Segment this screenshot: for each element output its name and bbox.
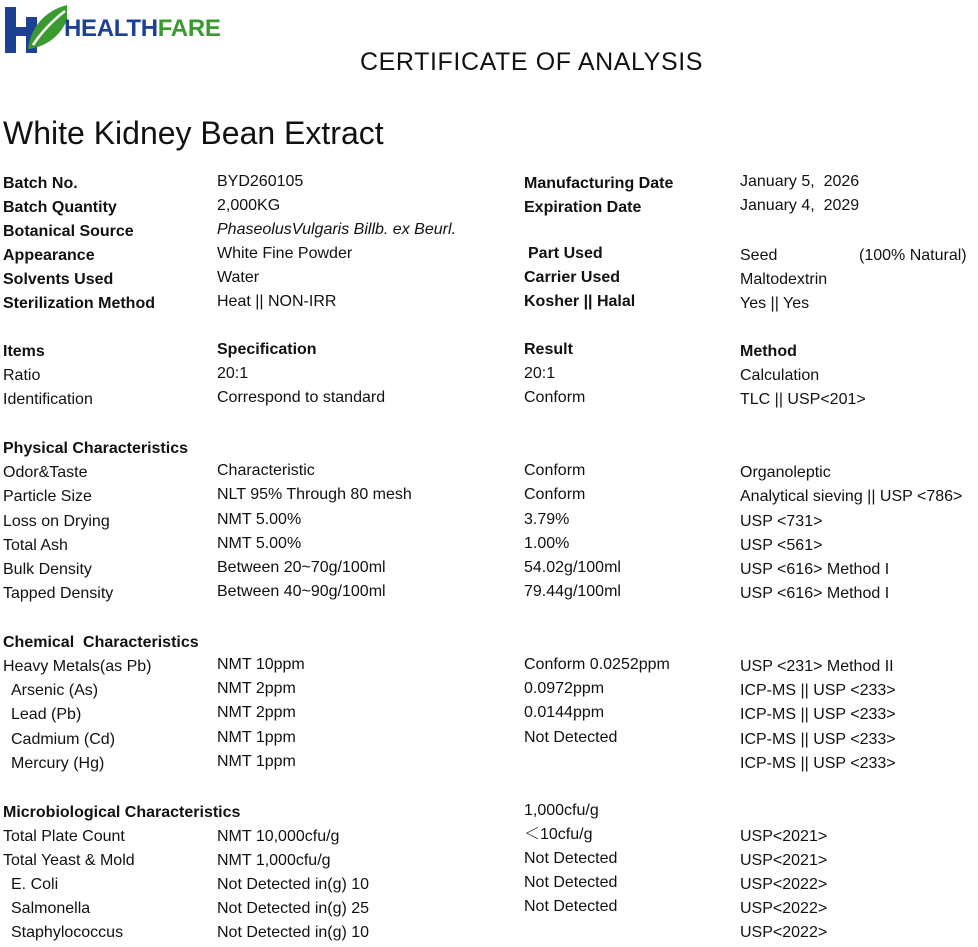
item-result: Not Detected bbox=[524, 850, 618, 867]
table-row bbox=[0, 704, 978, 729]
item-result: 20:1 bbox=[524, 365, 556, 382]
table-row bbox=[0, 462, 978, 487]
part-used-note: (100% Natural) bbox=[859, 247, 967, 264]
item-result: 54.02g/100ml bbox=[524, 559, 621, 576]
header-method: Method bbox=[740, 343, 797, 360]
part-used-value: Seed bbox=[740, 247, 778, 264]
microbiological-heading-result: 1,000cfu/g bbox=[524, 802, 599, 819]
item-spec: Characteristic bbox=[217, 462, 315, 479]
item-result: Conform bbox=[524, 462, 586, 479]
item-spec: NLT 95% Through 80 mesh bbox=[217, 486, 412, 503]
item-spec: Not Detected in(g) 10 bbox=[217, 924, 370, 941]
info-row-sterilization bbox=[0, 293, 978, 318]
manufacturing-date-value: January 5, 2026 bbox=[740, 173, 860, 190]
item-spec: NMT 1,000cfu/g bbox=[217, 852, 331, 869]
table-header-row bbox=[0, 341, 978, 366]
item-spec: NMT 2ppm bbox=[217, 704, 296, 721]
item-name: Bulk Density bbox=[3, 561, 92, 578]
appearance-label: Appearance bbox=[3, 247, 95, 264]
healthfare-logo-icon bbox=[5, 3, 67, 55]
solvents-used-value: Water bbox=[217, 269, 260, 286]
table-row bbox=[0, 389, 978, 414]
item-method: TLC || USP<201> bbox=[740, 391, 866, 408]
item-result: Conform bbox=[524, 486, 586, 503]
product-name: White Kidney Bean Extract bbox=[3, 115, 384, 151]
section-heading-chemical bbox=[0, 635, 978, 657]
item-name: Arsenic (As) bbox=[11, 682, 99, 699]
item-name: Cadmium (Cd) bbox=[11, 731, 116, 748]
item-name: Lead (Pb) bbox=[11, 706, 82, 723]
item-method: USP<2021> bbox=[740, 828, 828, 845]
physical-heading: Physical Characteristics bbox=[3, 440, 188, 457]
table-row bbox=[0, 729, 978, 754]
table-row bbox=[0, 874, 978, 899]
item-name: Particle Size bbox=[3, 488, 92, 505]
item-method: ICP-MS || USP <233> bbox=[740, 682, 896, 699]
table-row bbox=[0, 535, 978, 560]
section-heading-microbiological bbox=[0, 802, 978, 827]
item-method: Organoleptic bbox=[740, 464, 831, 481]
item-method: USP <616> Method I bbox=[740, 585, 890, 602]
item-result: ＜10cfu/g bbox=[524, 826, 593, 843]
table-row bbox=[0, 898, 978, 923]
item-result: 1.00% bbox=[524, 535, 570, 552]
item-spec: 20:1 bbox=[217, 365, 249, 382]
item-name: Ratio bbox=[3, 367, 41, 384]
item-spec: NMT 10,000cfu/g bbox=[217, 828, 340, 845]
item-name: Total Ash bbox=[3, 537, 68, 554]
item-name: Salmonella bbox=[11, 900, 91, 917]
expiration-date-label: Expiration Date bbox=[524, 199, 642, 216]
item-name: E. Coli bbox=[11, 876, 59, 893]
table-row bbox=[0, 486, 978, 511]
logo-wordmark bbox=[64, 17, 221, 41]
header-specification: Specification bbox=[217, 341, 317, 358]
item-spec: Not Detected in(g) 10 bbox=[217, 876, 370, 893]
solvents-used-label: Solvents Used bbox=[3, 271, 114, 288]
item-result: Not Detected bbox=[524, 729, 618, 746]
item-result: 79.44g/100ml bbox=[524, 583, 621, 600]
table-row bbox=[0, 511, 978, 536]
item-result: 3.79% bbox=[524, 511, 570, 528]
expiration-date-value: January 4, 2029 bbox=[740, 197, 860, 214]
item-spec: NMT 5.00% bbox=[217, 511, 302, 528]
item-method: ICP-MS || USP <233> bbox=[740, 706, 896, 723]
item-method: USP <231> Method II bbox=[740, 658, 894, 675]
carrier-used-label: Carrier Used bbox=[524, 269, 621, 286]
item-method: Calculation bbox=[740, 367, 820, 384]
item-spec: Between 20~70g/100ml bbox=[217, 559, 386, 576]
logo-wordmark-health: HEALTH bbox=[64, 15, 158, 42]
table-row bbox=[0, 925, 978, 947]
batch-quantity-value: 2,000KG bbox=[217, 197, 281, 214]
item-spec: NMT 10ppm bbox=[217, 656, 305, 673]
item-result: 0.0144ppm bbox=[524, 704, 605, 721]
table-row bbox=[0, 656, 978, 681]
table-row bbox=[0, 583, 978, 608]
kosher-halal-value: Yes || Yes bbox=[740, 295, 810, 312]
item-spec: Between 40~90g/100ml bbox=[217, 583, 386, 600]
info-row-solvents bbox=[0, 269, 978, 294]
item-spec: Correspond to standard bbox=[217, 389, 386, 406]
header-result: Result bbox=[524, 341, 573, 358]
table-row bbox=[0, 826, 978, 851]
table-row bbox=[0, 559, 978, 584]
batch-quantity-label: Batch Quantity bbox=[3, 199, 117, 216]
item-method: USP <731> bbox=[740, 513, 823, 530]
item-spec: NMT 2ppm bbox=[217, 680, 296, 697]
item-method: USP<2022> bbox=[740, 876, 828, 893]
company-logo bbox=[5, 3, 221, 55]
item-name: Identification bbox=[3, 391, 93, 408]
item-result: Conform bbox=[524, 389, 586, 406]
item-name: Mercury (Hg) bbox=[11, 755, 105, 772]
header-items: Items bbox=[3, 343, 45, 360]
item-method: USP<2022> bbox=[740, 900, 828, 917]
item-result: Conform 0.0252ppm bbox=[524, 656, 670, 673]
item-method: USP<2021> bbox=[740, 852, 828, 869]
part-used-label: Part Used bbox=[528, 245, 603, 262]
botanical-source-label: Botanical Source bbox=[3, 223, 134, 240]
info-row-batch bbox=[0, 173, 978, 198]
sterilization-method-value: Heat || NON-IRR bbox=[217, 293, 337, 310]
chemical-heading: Chemical Characteristics bbox=[3, 634, 199, 651]
item-name: Staphylococcus bbox=[11, 924, 124, 941]
item-method: USP <561> bbox=[740, 537, 823, 554]
item-name: Total Plate Count bbox=[3, 828, 125, 845]
item-name: Heavy Metals(as Pb) bbox=[3, 658, 152, 675]
item-method: USP<2022> bbox=[740, 924, 828, 941]
table-row bbox=[0, 753, 978, 778]
item-spec: NMT 5.00% bbox=[217, 535, 302, 552]
item-spec: NMT 1ppm bbox=[217, 753, 296, 770]
item-method: ICP-MS || USP <233> bbox=[740, 755, 896, 772]
item-result: Not Detected bbox=[524, 874, 618, 891]
info-row-appearance bbox=[0, 245, 978, 270]
table-row bbox=[0, 365, 978, 390]
section-heading-physical bbox=[0, 441, 978, 463]
manufacturing-date-label: Manufacturing Date bbox=[524, 175, 674, 192]
microbiological-heading: Microbiological Characteristics bbox=[3, 804, 241, 821]
item-name: Total Yeast & Mold bbox=[3, 852, 135, 869]
logo-wordmark-fare: FARE bbox=[157, 15, 221, 42]
item-name: Tapped Density bbox=[3, 585, 114, 602]
item-result: 0.0972ppm bbox=[524, 680, 605, 697]
document-title: CERTIFICATE OF ANALYSIS bbox=[360, 48, 704, 76]
batch-no-value: BYD260105 bbox=[217, 173, 304, 190]
item-method: ICP-MS || USP <233> bbox=[740, 731, 896, 748]
sterilization-method-label: Sterilization Method bbox=[3, 295, 155, 312]
item-method: USP <616> Method I bbox=[740, 561, 890, 578]
batch-no-label: Batch No. bbox=[3, 175, 78, 192]
appearance-value: White Fine Powder bbox=[217, 245, 353, 262]
info-row-quantity bbox=[0, 197, 978, 222]
item-spec: Not Detected in(g) 25 bbox=[217, 900, 370, 917]
item-name: Loss on Drying bbox=[3, 513, 110, 530]
item-spec: NMT 1ppm bbox=[217, 729, 296, 746]
botanical-source-value: PhaseolusVulgaris Billb. ex Beurl. bbox=[217, 221, 456, 238]
table-row bbox=[0, 850, 978, 875]
info-row-botanical bbox=[0, 221, 978, 246]
carrier-used-value: Maltodextrin bbox=[740, 271, 828, 288]
item-result: Not Detected bbox=[524, 898, 618, 915]
item-name: Odor&Taste bbox=[3, 464, 88, 481]
item-method: Analytical sieving || USP <786> bbox=[740, 488, 963, 505]
kosher-halal-label: Kosher || Halal bbox=[524, 293, 636, 310]
table-row bbox=[0, 680, 978, 705]
